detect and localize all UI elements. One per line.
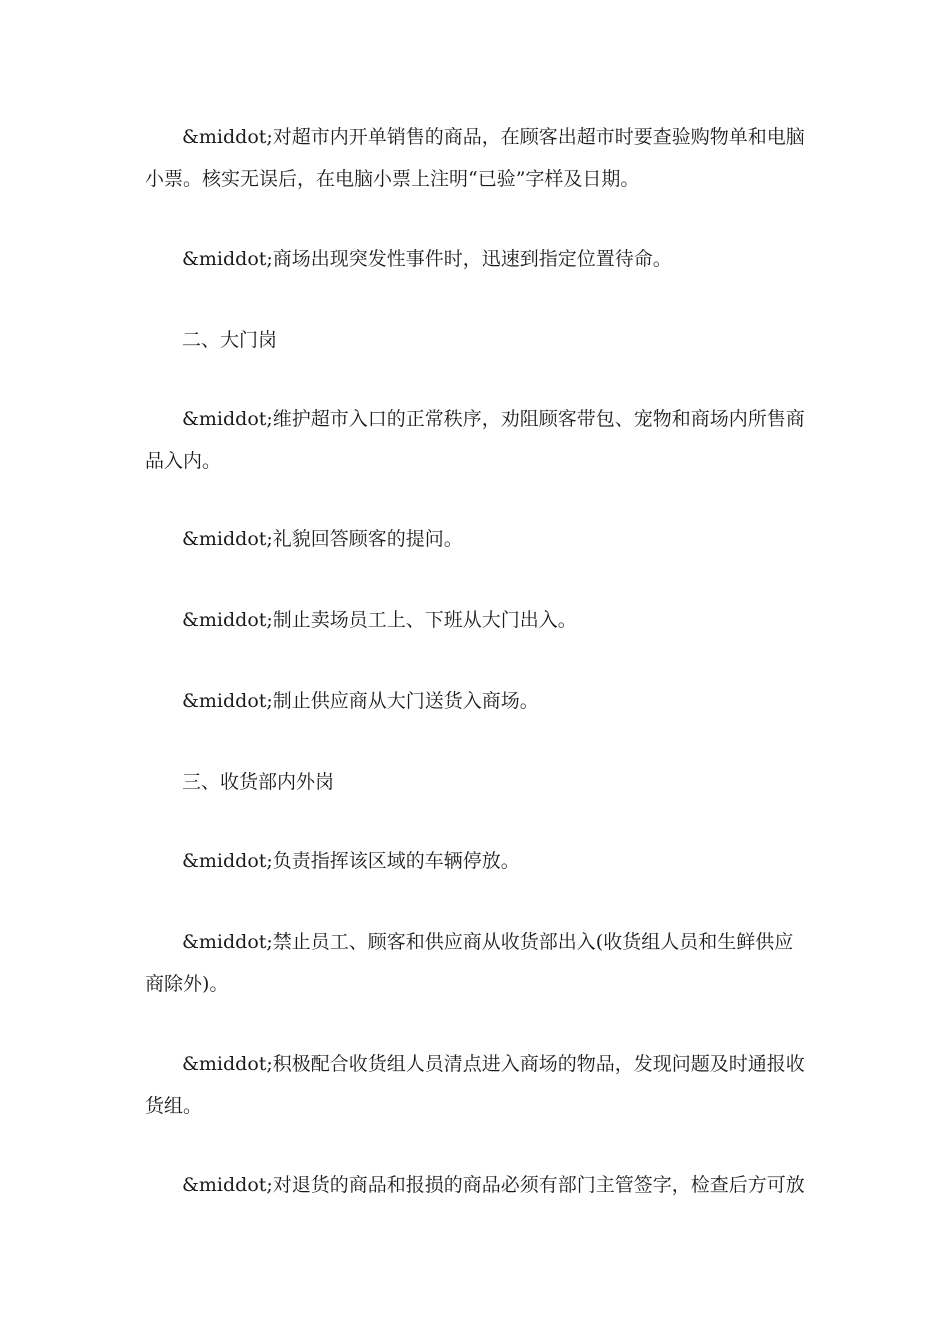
paragraph-item: &middot;禁止员工、顾客和供应商从收货部出入(收货组人员和生鲜供应商除外)。	[145, 931, 794, 995]
paragraph-item: &middot;礼貌回答顾客的提问。	[182, 528, 463, 550]
paragraph-item: &middot;商场出现突发性事件时，迅速到指定位置待命。	[182, 248, 672, 270]
paragraph-item: &middot;积极配合收货组人员清点进入商场的物品，发现问题及时通报收货组。	[145, 1053, 805, 1117]
paragraph-item: &middot;对退货的商品和报损的商品必须有部门主管签字，检查后方可放	[182, 1174, 805, 1196]
paragraph-item: &middot;制止卖场员工上、下班从大门出入。	[182, 609, 577, 631]
paragraph-item: &middot;对超市内开单销售的商品，在顾客出超市时要查验购物单和电脑小票。核实无误后，在电脑小票上注明“已验”字样及日期。	[145, 126, 805, 190]
paragraph-item: &middot;制止供应商从大门送货入商场。	[182, 690, 539, 712]
paragraph-item: &middot;负责指挥该区域的车辆停放。	[182, 850, 520, 872]
section-heading: 三、收货部内外岗	[182, 771, 335, 793]
paragraph-item: &middot;维护超市入口的正常秩序，劝阻顾客带包、宠物和商场内所售商品入内。	[145, 408, 805, 472]
section-heading: 二、大门岗	[182, 329, 278, 351]
